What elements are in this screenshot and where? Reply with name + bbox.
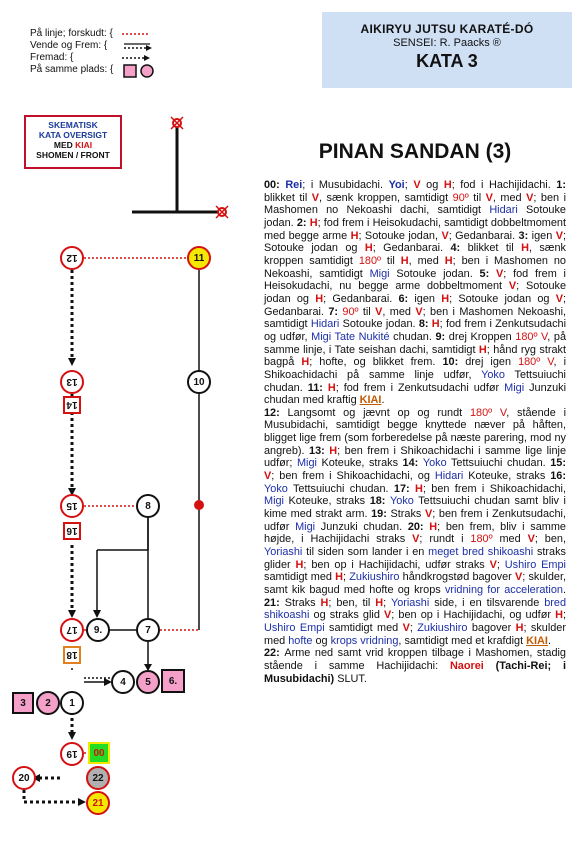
text-run: ; i Musubidachi. bbox=[302, 179, 389, 191]
text-run: 1: bbox=[556, 179, 566, 191]
text-run: V bbox=[424, 508, 433, 521]
schematic-line3a: MED bbox=[53, 140, 76, 150]
text-run: ; Sotouke jodan og bbox=[264, 280, 567, 305]
text-run: V bbox=[415, 305, 423, 318]
text-run: 180º V bbox=[518, 356, 554, 369]
step-22 bbox=[264, 647, 566, 685]
text-run: håndkrogstød bagover bbox=[399, 571, 515, 584]
text-run: V bbox=[311, 191, 320, 204]
kata-number: KATA 3 bbox=[416, 51, 478, 71]
node-5: 5 bbox=[136, 670, 160, 694]
text-run: Tettsuiuchi chudan samt bliv i kime med strakt arm. bbox=[264, 495, 566, 521]
text-run: H bbox=[443, 179, 452, 191]
text-run: 18: bbox=[369, 495, 390, 508]
text-run: , med bbox=[382, 305, 416, 318]
text-run: H bbox=[478, 343, 487, 356]
text-run: Yoko bbox=[422, 457, 447, 470]
node-21: 21 bbox=[86, 791, 110, 815]
text-run: igen bbox=[531, 229, 556, 242]
kata-title: PINAN SANDAN (3) bbox=[318, 140, 512, 163]
text-run: V bbox=[555, 292, 563, 305]
text-run: V bbox=[496, 267, 504, 280]
text-run: V bbox=[264, 470, 272, 483]
text-run: 8: bbox=[418, 318, 432, 331]
text-run: H bbox=[301, 356, 310, 369]
text-run: . bbox=[547, 634, 551, 647]
node-1: 1 bbox=[60, 691, 84, 715]
text-run: blikket til bbox=[264, 191, 312, 204]
text-run: 19: bbox=[371, 508, 391, 521]
text-run: Hidari bbox=[434, 470, 464, 483]
text-run: , med bbox=[408, 254, 445, 267]
text-run: ; Sotouke jodan, bbox=[358, 229, 442, 242]
text-run: 13: bbox=[309, 444, 330, 457]
text-run: H bbox=[515, 621, 524, 634]
legend-label-offset: På linje; forskudt: { bbox=[30, 28, 113, 39]
text-run: ; skulder, samt kik bagud med hofte og krops bbox=[264, 571, 566, 596]
text-run: 11: bbox=[307, 381, 328, 394]
text-run: 14: bbox=[402, 457, 423, 470]
text-run: Zukiushiro bbox=[417, 621, 468, 634]
text-run: Migi Tate Nukité bbox=[311, 330, 390, 343]
text-run: ; bbox=[404, 179, 414, 191]
text-run: krops vridning bbox=[330, 634, 399, 647]
text-run: ; hånd ryg strakt bagpå bbox=[264, 343, 566, 369]
schematic-line2: KATA OVERSIGT bbox=[38, 130, 108, 140]
node-22: 22 bbox=[86, 766, 110, 790]
text-run: ; ben frem i Shikoachidachi, og bbox=[271, 470, 435, 483]
text-run: Hidari bbox=[489, 204, 518, 217]
text-run: H bbox=[320, 596, 329, 609]
school-name: AIKIRYU JUTSU KARATÉ-DÓ bbox=[360, 22, 534, 36]
node-17: 17 bbox=[60, 618, 84, 642]
text-run: drej igen bbox=[465, 356, 519, 369]
node-00: 00 bbox=[88, 742, 110, 764]
text-run: Langsomt og jævnt op og rundt bbox=[287, 406, 470, 419]
legend-label-turn: Vende og Frem: { bbox=[30, 40, 108, 51]
step-12 bbox=[264, 407, 566, 647]
text-run: 21: bbox=[264, 596, 285, 609]
text-run: 5: bbox=[479, 267, 496, 280]
text-run: V bbox=[402, 621, 410, 634]
text-run: . bbox=[562, 584, 566, 596]
text-run: Yoriashi bbox=[264, 546, 303, 559]
text-run: H bbox=[295, 558, 304, 571]
text-run: til siden som lander i en bbox=[302, 546, 429, 559]
text-run: H bbox=[375, 596, 384, 609]
text-run: ; bbox=[343, 571, 350, 584]
text-run: 7: bbox=[328, 305, 343, 318]
text-run: Migi bbox=[296, 457, 317, 470]
text-run: ; ben frem i Zenkutsudachi, udfør bbox=[264, 508, 566, 533]
legend-label-forward: Fremad: { bbox=[30, 52, 74, 63]
node-14: 14 bbox=[63, 396, 81, 414]
text-run: ; ben i Mashomen Nekoashi, samtidigt bbox=[264, 305, 567, 331]
text-run: Yoko bbox=[481, 368, 505, 381]
text-run: H bbox=[327, 381, 336, 394]
text-run: ; ben, bbox=[534, 533, 566, 546]
text-run: H bbox=[555, 609, 563, 622]
text-run: ; hofte, og blikket frem. bbox=[309, 356, 443, 369]
text-run: ; skulder med bbox=[264, 621, 566, 647]
text-run: Junzuki chudan. bbox=[315, 520, 408, 533]
text-run: ; fod i Hachijidachi. bbox=[451, 179, 557, 191]
text-run: H bbox=[431, 318, 440, 331]
schematic-kiai: KIAI bbox=[75, 140, 93, 150]
text-run: med bbox=[492, 533, 528, 546]
text-run: H bbox=[400, 254, 409, 267]
text-run: Yoi bbox=[388, 179, 405, 191]
text-run: 2: bbox=[296, 216, 310, 229]
text-run: ; bbox=[562, 609, 567, 622]
text-run: Straks bbox=[284, 596, 321, 609]
text-run: Tettsuiuchi chudan. bbox=[287, 482, 394, 495]
node-4: 4 bbox=[111, 670, 135, 694]
text-run: 10: bbox=[442, 356, 466, 369]
text-run: Tettsuiuchi chudan. bbox=[446, 457, 551, 470]
text-run: V bbox=[375, 305, 383, 318]
text-run: straks glider bbox=[264, 546, 566, 571]
text-run: , i Shikoachidachi på samme linje udfør, bbox=[264, 356, 566, 381]
text-run: samtidigt med bbox=[324, 621, 403, 634]
node-3: 3 bbox=[12, 692, 34, 714]
text-run: 90º bbox=[342, 305, 359, 318]
schematic-line4: SHOMEN / FRONT bbox=[36, 150, 110, 160]
text-run: H bbox=[315, 292, 324, 305]
text-run: 180º V bbox=[515, 330, 548, 343]
text-run: V bbox=[527, 533, 535, 546]
schematic-line1: SKEMATISK bbox=[48, 120, 98, 130]
step-00 bbox=[264, 179, 566, 407]
text-run: Ushiro Empi bbox=[264, 621, 325, 634]
text-run: , sænk kroppen samtidigt bbox=[264, 242, 566, 267]
text-run: , sænk kroppen, samtidigt bbox=[319, 191, 453, 204]
text-run: ; ben i Mashomen no Nekoashi dachi, samtidigt bbox=[264, 191, 566, 217]
text-run: 20: bbox=[407, 520, 430, 533]
node-6: 6. bbox=[161, 669, 185, 693]
text-run: bagover bbox=[467, 621, 516, 634]
text-run: Rei bbox=[285, 179, 303, 191]
text-run: 22: bbox=[264, 647, 285, 660]
text-run: til bbox=[380, 254, 401, 267]
text-run: og bbox=[312, 634, 331, 647]
text-run: H bbox=[521, 242, 529, 255]
text-run: Migi bbox=[504, 381, 525, 394]
text-run: Migi bbox=[369, 267, 390, 280]
kata-description bbox=[264, 179, 566, 685]
text-run: side, i en tilsvarende bbox=[429, 596, 545, 609]
text-run: Junzuki chudan med kraftig bbox=[264, 381, 567, 407]
text-run: til bbox=[468, 191, 486, 204]
node-15: 15 bbox=[60, 494, 84, 518]
text-run: ; Gedanbarai. bbox=[448, 229, 519, 242]
text-run: H bbox=[350, 229, 359, 242]
text-run: Yoriashi bbox=[390, 596, 430, 609]
text-run: Sotouke jodan. bbox=[389, 267, 480, 280]
node-18: 18 bbox=[63, 646, 81, 664]
node-19: 19 bbox=[60, 742, 84, 766]
text-run: 90º bbox=[452, 191, 469, 204]
text-run: H bbox=[429, 520, 438, 533]
text-run: Migi bbox=[264, 495, 284, 508]
text-run: Sotouke jodan. bbox=[264, 204, 566, 229]
text-run: Tettsuiuchi chudan. bbox=[264, 368, 566, 394]
text-run: , med bbox=[492, 191, 527, 204]
text-run: ; fod frem i Heisokudachi, nu begge arme dobbeltmoment bbox=[264, 267, 566, 293]
text-run: H bbox=[441, 292, 450, 305]
node-12: 12 bbox=[60, 246, 84, 270]
front-star-icon bbox=[171, 117, 183, 129]
text-run: Sotouke jodan. bbox=[339, 318, 419, 331]
text-run: 17: bbox=[393, 482, 416, 495]
text-run: ; Gedanbarai. bbox=[372, 242, 451, 255]
text-run: bred shikoashi bbox=[264, 596, 567, 622]
text-run: , samtidigt med et krafdigt bbox=[398, 634, 527, 647]
text-run: H bbox=[329, 444, 338, 457]
text-run: meget bred shikoashi bbox=[428, 546, 534, 559]
node-16: 16 bbox=[63, 522, 81, 540]
text-run: V bbox=[526, 191, 534, 204]
text-run: 6: bbox=[398, 292, 415, 305]
text-run: 16: bbox=[550, 470, 566, 483]
text-run: ; Gedanbarai. bbox=[264, 292, 566, 318]
text-run: ; Gedanbarai. bbox=[323, 292, 399, 305]
text-run: H bbox=[335, 571, 344, 584]
text-run: V bbox=[412, 533, 420, 546]
legend-label-same-place: På samme plads: { bbox=[30, 64, 114, 75]
text-run: H bbox=[444, 254, 453, 267]
text-run: ; bbox=[409, 621, 418, 634]
text-run: 15: bbox=[550, 457, 566, 470]
text-run: chudan. bbox=[389, 330, 436, 343]
text-run: , på samme linje, i Tate seishan dachi, samtidigt bbox=[264, 330, 567, 356]
text-run: H bbox=[309, 216, 318, 229]
text-run: V bbox=[489, 558, 497, 571]
text-run: Straks bbox=[390, 508, 425, 521]
text-run: og straks glid bbox=[309, 609, 384, 622]
text-run: Yoko bbox=[264, 482, 288, 495]
text-run: H bbox=[415, 482, 423, 495]
side-star-icon bbox=[216, 206, 228, 218]
text-run: V bbox=[413, 179, 421, 191]
text-run: H bbox=[364, 242, 373, 255]
text-run: ; rundt i bbox=[419, 533, 471, 546]
text-run: samtidigt med bbox=[264, 571, 336, 584]
text-run: Zukiushiro bbox=[349, 571, 400, 584]
text-run: 9: bbox=[435, 330, 449, 343]
text-run: ; ben frem i Shikoachidachi, bbox=[422, 482, 566, 495]
text-run: , stående i Musubidachi, samtidigt begge knyttede næver på håften, bligget lige frem (som forberedelse på næste parering, mod ny angreb). bbox=[264, 406, 566, 457]
text-run: Ushiro Empi bbox=[504, 558, 566, 571]
text-run: 4: bbox=[450, 242, 468, 255]
text-run: igen bbox=[414, 292, 442, 305]
text-run: hofte bbox=[288, 634, 313, 647]
text-run: . bbox=[381, 394, 385, 407]
text-run: ; bbox=[496, 558, 505, 571]
node-2: 2 bbox=[36, 691, 60, 715]
text-run: Migi bbox=[295, 520, 316, 533]
text-run: Arme ned samt vrid kroppen tilbage i Mashomen, stadig stående i samme Hachijidachi: bbox=[264, 647, 566, 672]
text-run: ; fod frem i Heisokudachi, samtidigt dobbeltmoment med begge arme bbox=[264, 216, 566, 242]
text-run: Naorei bbox=[449, 659, 484, 672]
text-run: ; Sotouke jodan og bbox=[264, 229, 566, 255]
node-20: 20 bbox=[12, 766, 36, 790]
text-run: ; ben frem i Shikoachidachi i samme lige linje udfør; bbox=[264, 444, 566, 470]
text-run: 180º bbox=[470, 533, 493, 546]
text-run: ; ben frem, bliv i samme højde, i Hachijidachi straks bbox=[264, 520, 566, 546]
text-run: ; ben op i Hachijidachi, udfør straks bbox=[303, 558, 490, 571]
text-run: 180º bbox=[358, 254, 381, 267]
node-8: 8 bbox=[136, 494, 160, 518]
text-run: 00: bbox=[264, 179, 286, 191]
text-run: ; fod frem i Zenkutsudachi og udfør, bbox=[264, 318, 566, 343]
text-run: Koteuke, straks bbox=[283, 495, 370, 508]
text-run: ; ben op i Hachijidachi, og udfør bbox=[391, 609, 556, 622]
text-run: drej Kroppen bbox=[448, 330, 516, 343]
text-run: KIAI bbox=[526, 634, 548, 647]
node-9: 9. bbox=[86, 618, 110, 642]
text-run: til bbox=[358, 305, 376, 318]
text-run: V bbox=[384, 609, 392, 622]
text-run: ; ben i Mashomen no Nekoashi, samtidigt bbox=[264, 254, 566, 280]
text-run: Hidari bbox=[310, 318, 340, 331]
text-run: V bbox=[555, 229, 563, 242]
text-run: 180º V bbox=[469, 406, 507, 419]
node-13: 13 bbox=[60, 370, 84, 394]
node-10: 10 bbox=[187, 370, 211, 394]
text-run: KIAI bbox=[359, 394, 382, 407]
text-run: Koteuke, straks bbox=[316, 457, 403, 470]
text-run: V bbox=[508, 280, 517, 293]
text-run: ; fod frem i Zenkutsudachi udfør bbox=[335, 381, 505, 394]
text-run: 3: bbox=[518, 229, 532, 242]
text-run: og bbox=[420, 179, 444, 191]
sensei-name: SENSEI: R. Paacks ® bbox=[393, 37, 501, 49]
text-run: vridning for acceleration bbox=[444, 584, 563, 596]
text-run: Koteuke, straks bbox=[463, 470, 551, 483]
text-run: V bbox=[514, 571, 523, 584]
node-11: 11 bbox=[187, 246, 211, 270]
text-run: Yoko bbox=[390, 495, 414, 508]
text-run: 12: bbox=[264, 406, 288, 419]
text-run: ; Sotouke jodan og bbox=[449, 292, 556, 305]
text-run: SLUT. bbox=[334, 672, 367, 685]
text-run: (Tachi-Rei; i Musubidachi) bbox=[264, 659, 566, 685]
text-run: blikket til bbox=[467, 242, 522, 255]
text-run: V bbox=[485, 191, 493, 204]
text-run: ; bbox=[383, 596, 391, 609]
text-run: ; ben, til bbox=[328, 596, 376, 609]
node-7: 7 bbox=[136, 618, 160, 642]
text-run: V bbox=[441, 229, 449, 242]
